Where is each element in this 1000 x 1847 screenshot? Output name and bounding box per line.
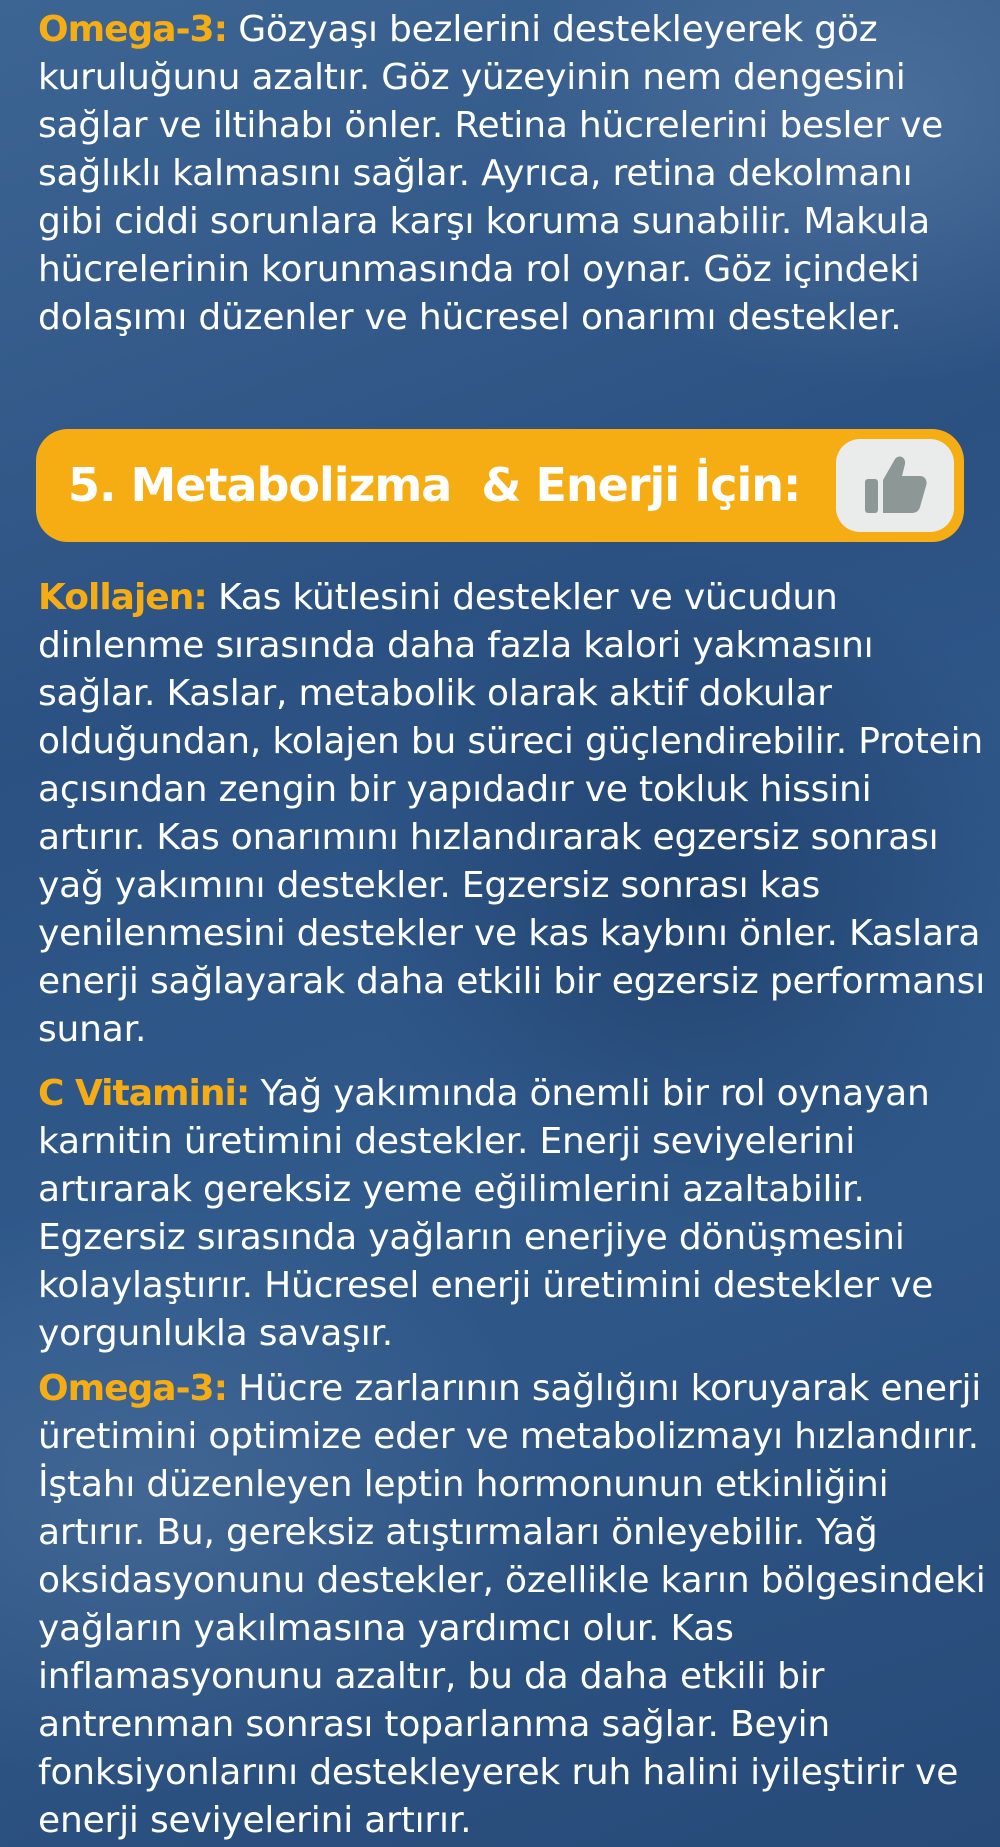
- omega3-eye-text: Gözyaşı bezlerini destekleyerek göz kuruluğunu azaltır. Göz yüzeyinin nem dengesini sağlar ve iltihabı önler. Retina hücrelerini besler ve sağlıklı kalmasını sağlar. Ayrıca, retina dekolmanı gibi ciddi sorunlara karşı koruma sunabilir. Makula hücrelerinin korunmasında rol oynar. Göz içindeki dolaşımı düzenler ve hücresel onarımı destekler.: [38, 9, 944, 338]
- vitamin-c-label: C Vitamini:: [38, 1073, 250, 1114]
- thumbs-up-badge: [836, 439, 954, 532]
- omega3-eye-paragraph: [38, 6, 988, 342]
- omega3-metabolism-paragraph: [38, 1365, 988, 1845]
- vitamin-c-text: Yağ yakımında önemli bir rol oynayan karnitin üretimini destekler. Enerji seviyelerini artırarak gereksiz yeme eğilimlerini azaltabilir. Egzersiz sırasında yağların enerjiye dönüşmesini kolaylaştırır. Hücresel enerji üretimini destekler ve yorgunlukla savaşır.: [38, 1073, 934, 1354]
- omega3-eye-label: Omega-3:: [38, 9, 227, 50]
- vitamin-c-paragraph: [38, 1070, 988, 1358]
- omega3-metabolism-text: Hücre zarlarının sağlığını koruyarak enerji üretimini optimize eder ve metabolizmayı hızlandırır. İştahı düzenleyen leptin hormonunun etkinliğini artırır. Bu, gereksiz atıştırmaları önleyebilir. Yağ oksidasyonunu destekler, özellikle karın bölgesindeki yağların yakılmasına yardımcı olur. Kas inflamasyonunu azaltır, bu da daha etkili bir antrenman sonrası toparlanma sağlar. Beyin fonksiyonlarını destekleyerek ruh halini iyileştirir ve enerji seviyelerini artırır.: [38, 1368, 986, 1841]
- collagen-label: Kollajen:: [38, 577, 207, 618]
- thumbs-up-icon: [865, 455, 927, 513]
- omega3-metabolism-label: Omega-3:: [38, 1368, 227, 1409]
- collagen-text: Kas kütlesini destekler ve vücudun dinlenme sırasında daha fazla kalori yakmasını sağlar. Kaslar, metabolik olarak aktif dokular olduğundan, kolajen bu süreci güçlendirebilir. Protein açısından zengin bir yapıdadır ve tokluk hissini artırır. Kas onarımını hızlandırarak egzersiz sonrası yağ yakımını destekler. Egzersiz sonrası kas yenilenmesini destekler ve kas kaybını önler. Kaslara enerji sağlayarak daha etkili bir egzersiz performansı sunar.: [38, 577, 986, 1050]
- section-title: 5. Metabolizma & Enerji İçin:: [68, 458, 801, 512]
- section-banner: [36, 429, 964, 542]
- collagen-paragraph: [38, 574, 988, 1054]
